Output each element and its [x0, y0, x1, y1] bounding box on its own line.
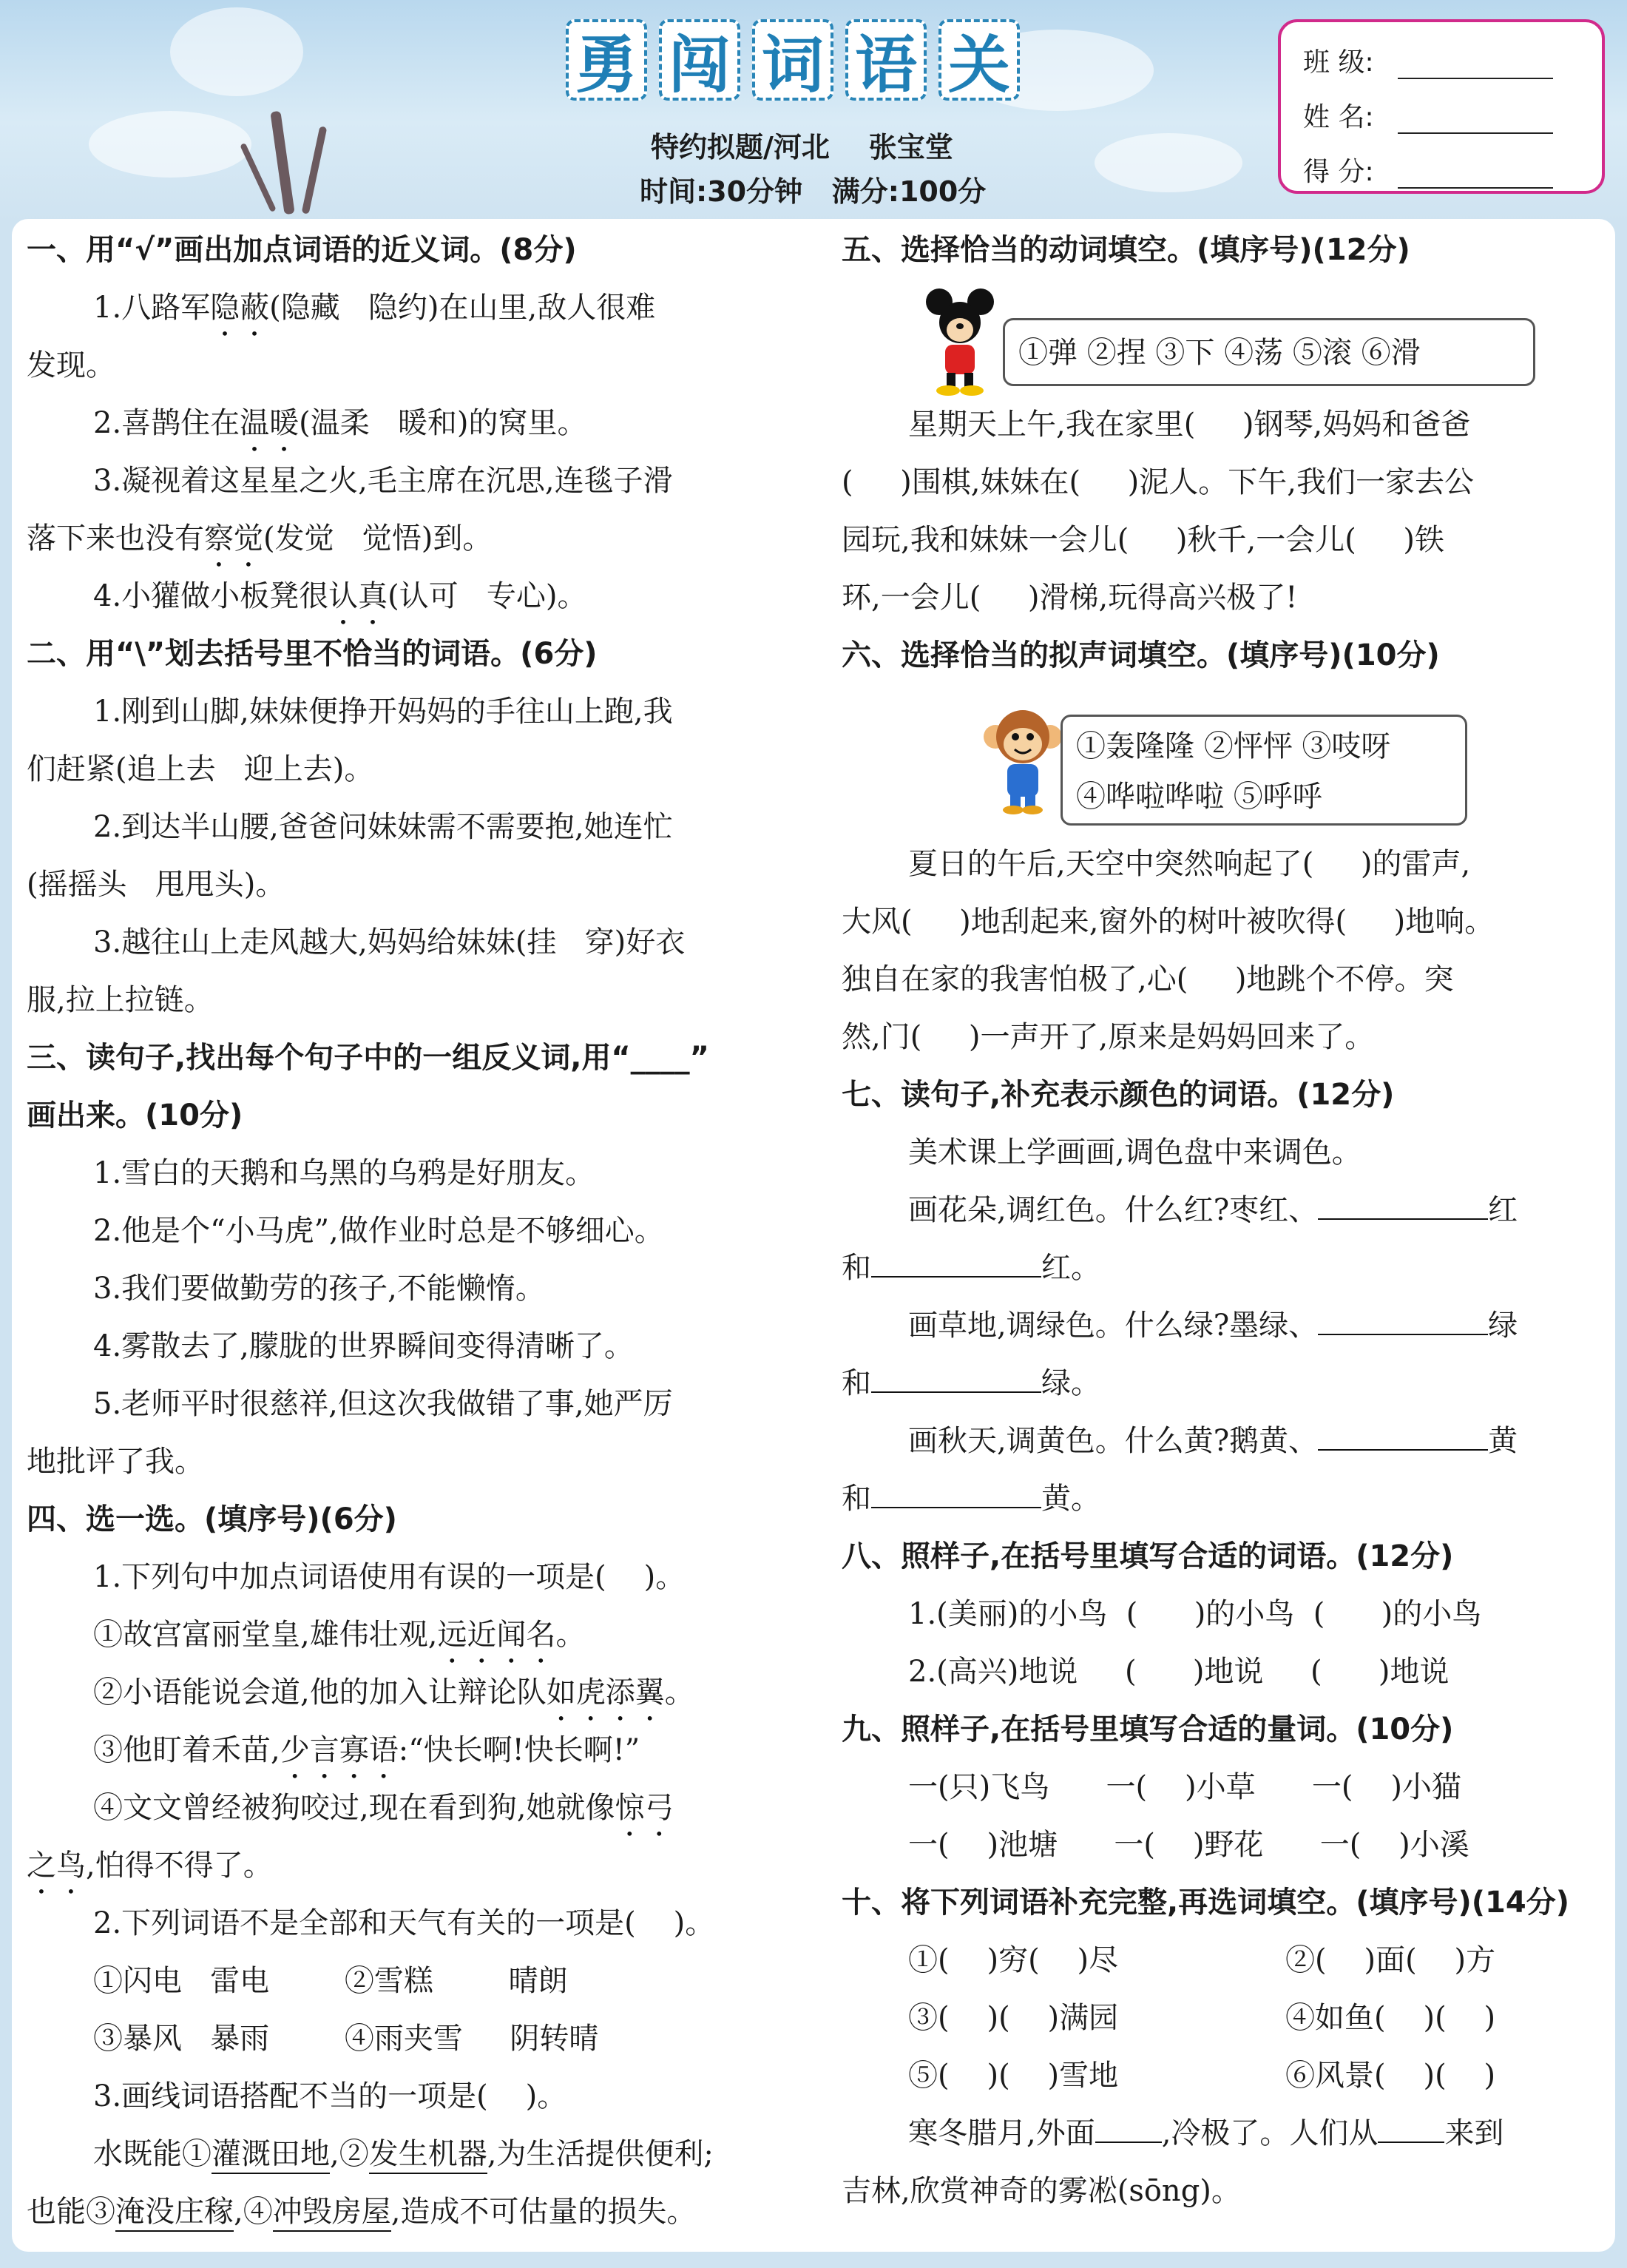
- fill-line: 一( )池塘 一( )野花 一( )小溪: [908, 1828, 1469, 1862]
- score-row: [1303, 151, 1553, 189]
- answer-blank[interactable]: [1318, 1189, 1488, 1220]
- question-line: 3.越往山上走风越大,妈妈给妹妹(挂 穿)好衣: [93, 925, 686, 959]
- tree-decoration: [270, 111, 294, 215]
- class-field[interactable]: [1398, 55, 1553, 79]
- snow-decoration: [170, 7, 303, 96]
- section-4-heading: 四、选一选。(填序号)(6分): [27, 1502, 397, 1536]
- title-char: 闯: [659, 19, 740, 101]
- question-line: 们赶紧(追上去 迎上去)。: [27, 752, 374, 786]
- score-field[interactable]: [1398, 165, 1553, 189]
- title-char: 语: [845, 19, 927, 101]
- question-line: 发现。: [27, 348, 115, 382]
- score-label: 得 分:: [1303, 157, 1374, 187]
- question-line: 落下来也没有察觉(发觉 觉悟)到。: [27, 522, 493, 556]
- question-line: 2.下列词语不是全部和天气有关的一项是( )。: [93, 1906, 715, 1940]
- fill-line: 画秋天,调黄色。什么黄?鹅黄、 黄: [908, 1419, 1518, 1463]
- name-row: [1303, 96, 1553, 134]
- verb-options: ①弹 ②捏 ③下 ④荡 ⑤滚 ⑥滑: [1018, 336, 1421, 370]
- question-line: 2.喜鹊住在温暖(温柔 暖和)的窝里。: [93, 406, 587, 440]
- option-line: ②小语能说会道,他的加入让辩论队如虎添翼。: [93, 1675, 694, 1710]
- section-3-heading: 三、读句子,找出每个句子中的一组反义词,用“____”: [27, 1041, 709, 1075]
- idiom-item: ⑤( )( )雪地: [908, 2059, 1119, 2093]
- tree-decoration: [240, 143, 277, 212]
- fill-line: 画花朵,调红色。什么红?枣红、 红: [908, 1188, 1518, 1232]
- section-10-heading: 十、将下列词语补充完整,再选词填空。(填序号)(14分): [842, 1886, 1569, 1920]
- title-char: 关: [938, 19, 1020, 101]
- idiom-item: ①( )穷( )尽: [908, 1943, 1119, 1977]
- passage-line: 美术课上学画画,调色盘中来调色。: [908, 1135, 1362, 1170]
- option-line: ④文文曾经被狗咬过,现在看到狗,她就像惊弓: [93, 1791, 674, 1825]
- fill-line: 和 绿。: [842, 1361, 1100, 1405]
- fill-line: 2.(高兴)地说 ( )地说 ( )地说: [908, 1655, 1450, 1689]
- question-line: 3.我们要做勤劳的孩子,不能懒惰。: [93, 1272, 545, 1306]
- fill-line: 一(只)飞鸟 一( )小草 一( )小猫: [908, 1770, 1461, 1804]
- sound-options-2: ④哗啦哗啦 ⑤呼呼: [1076, 780, 1322, 814]
- question-line: 服,拉上拉链。: [27, 983, 214, 1017]
- name-label: 姓 名:: [1303, 102, 1374, 132]
- section-8-heading: 八、照样子,在括号里填写合适的词语。(12分): [842, 1539, 1454, 1573]
- snow-decoration: [89, 111, 251, 178]
- mickey-mouse-icon: [923, 286, 997, 396]
- header-banner: [0, 0, 1627, 222]
- answer-blank[interactable]: [1318, 1420, 1488, 1451]
- monkey-icon: [982, 703, 1063, 814]
- passage-line: 环,一会儿( )滑梯,玩得高兴极了!: [842, 581, 1298, 615]
- option-line: ①故宫富丽堂皇,雄伟壮观,远近闻名。: [93, 1618, 586, 1652]
- sound-words-box: [1061, 715, 1467, 826]
- fill-line: 画草地,调绿色。什么绿?墨绿、 绿: [908, 1303, 1518, 1348]
- question-line: 1.下列句中加点词语使用有误的一项是( )。: [93, 1560, 686, 1594]
- verb-options-box: [1003, 318, 1535, 386]
- worksheet-paper: [12, 219, 1615, 2252]
- section-1-heading: 一、用“√”画出加点词语的近义词。(8分): [27, 233, 577, 267]
- fill-line: 和 红。: [842, 1246, 1100, 1290]
- question-line: 2.他是个“小马虎”,做作业时总是不够细心。: [93, 1214, 664, 1248]
- credit-line: 特约拟题/河北 张宝堂: [651, 131, 953, 163]
- section-5-heading: 五、选择恰当的动词填空。(填序号)(12分): [842, 233, 1410, 267]
- answer-blank[interactable]: [871, 1477, 1041, 1508]
- passage-line: 园玩,我和妹妹一会儿( )秋千,一会儿( )铁: [842, 523, 1444, 557]
- option-line: 也能③淹没庄稼,④冲毁房屋,造成不可估量的损失。: [27, 2190, 696, 2234]
- idiom-item: ④如鱼( )( ): [1285, 2001, 1496, 2035]
- question-line: (摇摇头 甩甩头)。: [27, 868, 285, 902]
- idiom-item: ⑥风景( )( ): [1285, 2059, 1496, 2093]
- name-field[interactable]: [1398, 110, 1553, 134]
- passage-line: 独自在家的我害怕极了,心( )地跳个不停。突: [842, 962, 1454, 996]
- time-score-line: 时间:30分钟 满分:100分: [640, 175, 987, 208]
- section-9-heading: 九、照样子,在括号里填写合适的量词。(10分): [842, 1712, 1454, 1746]
- section-7-heading: 七、读句子,补充表示颜色的词语。(12分): [842, 1078, 1395, 1112]
- fill-line: 寒冬腊月,外面 ,冷极了。人们从 来到: [908, 2111, 1503, 2156]
- question-line: 1.雪白的天鹅和乌黑的乌鸦是好朋友。: [93, 1156, 595, 1190]
- option-line: ①闪电 雷电 ②雪糕 晴朗: [93, 1964, 568, 1998]
- answer-blank[interactable]: [1378, 2112, 1444, 2143]
- option-line: ③暴风 暴雨 ④雨夹雪 阴转晴: [93, 2022, 599, 2056]
- title-char: 勇: [566, 19, 647, 101]
- option-line: 之鸟,怕得不得了。: [27, 1849, 273, 1883]
- question-line: 地批评了我。: [27, 1445, 204, 1479]
- fill-line: 1.(美丽)的小鸟 ( )的小鸟 ( )的小鸟: [908, 1597, 1482, 1631]
- passage-line: 然,门( )一声开了,原来是妈妈回来了。: [842, 1020, 1375, 1054]
- answer-blank[interactable]: [871, 1246, 1041, 1278]
- class-label: 班 级:: [1303, 47, 1374, 78]
- fill-line: 吉林,欣赏神奇的雾凇(sōng)。: [842, 2174, 1241, 2208]
- sound-options-1: ①轰隆隆 ②怦怦 ③吱呀: [1076, 729, 1391, 763]
- passage-line: 夏日的午后,天空中突然响起了( )的雷声,: [908, 847, 1471, 881]
- passage-line: 大风( )地刮起来,窗外的树叶被吹得( )地响。: [842, 905, 1495, 939]
- option-line: 水既能①灌溉田地,②发生机器,为生活提供便利;: [93, 2132, 714, 2176]
- question-line: 3.凝视着这星星之火,毛主席在沉思,连毯子滑: [93, 464, 673, 498]
- section-6-heading: 六、选择恰当的拟声词填空。(填序号)(10分): [842, 638, 1440, 672]
- passage-line: ( )围棋,妹妹在( )泥人。下午,我们一家去公: [842, 465, 1474, 499]
- tree-decoration: [302, 126, 328, 214]
- section-3-heading-cont: 画出来。(10分): [27, 1098, 243, 1133]
- student-info-box: [1278, 19, 1605, 194]
- fill-line: 和 黄。: [842, 1476, 1100, 1521]
- question-line: 3.画线词语搭配不当的一项是( )。: [93, 2079, 567, 2113]
- question-line: 1.刚到山脚,妹妹便挣开妈妈的手往山上跑,我: [93, 695, 673, 729]
- snow-decoration: [1095, 133, 1242, 192]
- title-char: 词: [752, 19, 833, 101]
- idiom-item: ③( )( )满园: [908, 2001, 1119, 2035]
- answer-blank[interactable]: [1095, 2112, 1162, 2143]
- idiom-item: ②( )面( )方: [1285, 1943, 1496, 1977]
- option-line: ③他盯着禾苗,少言寡语:“快长啊!快长啊!”: [93, 1733, 640, 1767]
- question-line: 4.小獾做小板凳很认真(认可 专心)。: [93, 579, 587, 613]
- section-2-heading: 二、用“\”划去括号里不恰当的词语。(6分): [27, 637, 598, 671]
- answer-blank[interactable]: [1318, 1304, 1488, 1335]
- question-line: 4.雾散去了,朦胧的世界瞬间变得清晰了。: [93, 1329, 634, 1363]
- question-line: 1.八路军隐蔽(隐藏 隐约)在山里,敌人很难: [93, 291, 656, 325]
- question-line: 5.老师平时很慈祥,但这次我做错了事,她严厉: [93, 1387, 673, 1421]
- answer-blank[interactable]: [871, 1362, 1041, 1393]
- class-row: [1303, 41, 1553, 79]
- page-title: [566, 19, 1020, 101]
- question-line: 2.到达半山腰,爸爸问妹妹需不需要抱,她连忙: [93, 810, 673, 844]
- passage-line: 星期天上午,我在家里( )钢琴,妈妈和爸爸: [908, 408, 1471, 442]
